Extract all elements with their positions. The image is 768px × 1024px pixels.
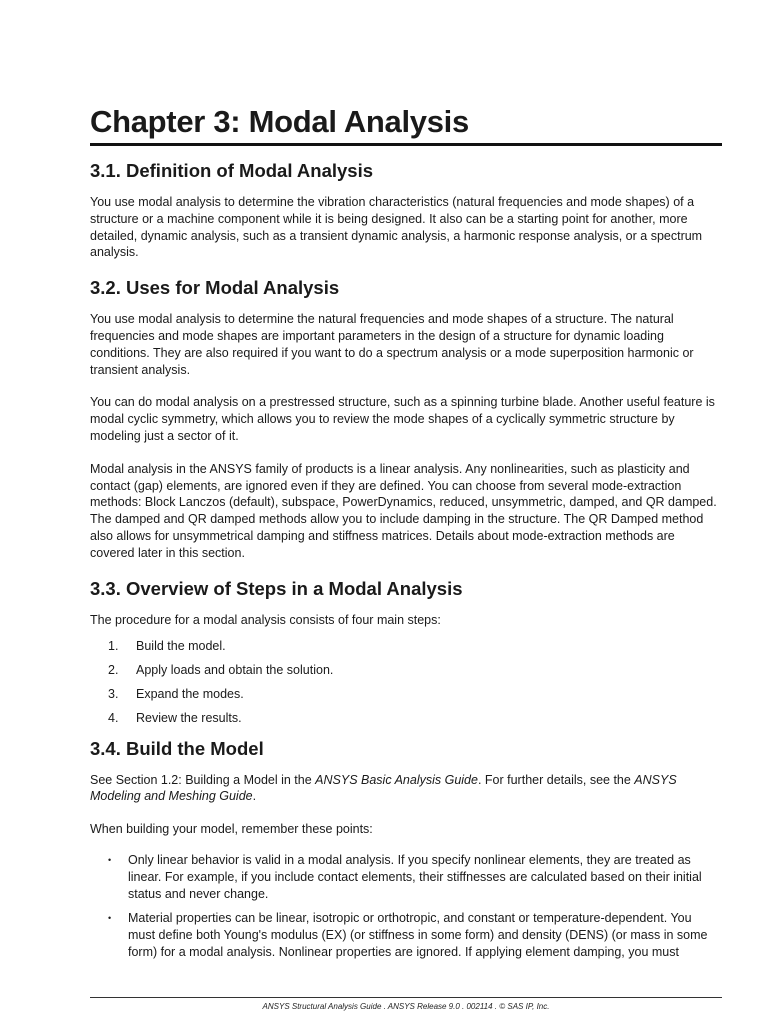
section-heading: 3.1. Definition of Modal Analysis <box>90 160 374 181</box>
list-item <box>90 638 722 655</box>
list-item <box>90 852 722 902</box>
list-item-text: Expand the modes. <box>136 686 244 701</box>
section-heading: 3.2. Uses for Modal Analysis <box>90 277 340 299</box>
list-item-text: Only linear behavior is valid in a modal analysis. If you specify nonlinear elements, they are treated as linear. For example, if you include contact elements, their stiffnesses are calculated based on their initial status and never change. <box>128 852 702 901</box>
paragraph: When building your model, remember these points: <box>90 822 373 837</box>
list-item-text: Apply loads and obtain the solution. <box>136 663 334 678</box>
list-item <box>90 686 722 703</box>
page-content <box>90 156 722 969</box>
paragraph: You use modal analysis to determine the natural frequencies and mode shapes of a structure. The natural frequencies and mode shapes are important parameters in the design of a structure for dynamic loading conditions. They are also required if you want to do a spectrum analysis or a mode superposition harmonic or transient analysis. <box>90 312 694 377</box>
steps-list <box>90 638 722 726</box>
chapter-title: Chapter 3: Modal Analysis <box>90 104 469 139</box>
list-item-text: Material properties can be linear, isotropic or orthotropic, and constant or temperature-dependent. You must define both Young's modulus (EX) (or stiffness in some form) and density (DENS) (or mass in some form) for a modal analysis. Nonlinear properties are ignored. If applying element damping, you must <box>128 911 708 959</box>
bullet-list <box>90 852 722 961</box>
guide-reference: ANSYS Basic Analysis Guide <box>315 772 478 787</box>
list-item-text: Review the results. <box>136 710 242 725</box>
paragraph: You use modal analysis to determine the vibration characteristics (natural frequencies and mode shapes) of a structure or a machine component while it is being designed. It also can be a starting point for another, more detailed, dynamic analysis, such as a transient dynamic analysis, a harmonic response analysis, or a spectrum analysis. <box>90 195 703 260</box>
list-number: 4. <box>108 710 119 725</box>
footer-rule <box>90 997 722 998</box>
list-item <box>90 662 722 679</box>
list-item <box>90 910 722 960</box>
text-run: . <box>252 789 257 804</box>
paragraph: Modal analysis in the ANSYS family of products is a linear analysis. Any nonlinearities, such as plasticity and contact (gap) elements, are ignored even if they are defined. You can choose from several mode-extraction methods: Block Lanczos (default), subspace, PowerDynamics, reduced, unsymmetric, damped, and QR damped. The damped and QR damped methods allow you to include damping in the structure. The QR Damped method also allows for unsymmetrical damping and stiffness matrices. Details about mode-extraction methods are covered later in this section. <box>90 461 717 560</box>
page-footer: ANSYS Structural Analysis Guide . ANSYS Release 9.0 . 002114 . © SAS IP, Inc. <box>262 1002 550 1011</box>
bullet-icon: • <box>108 913 112 924</box>
chapter-rule <box>90 143 722 146</box>
list-number: 1. <box>108 639 119 654</box>
section-heading: 3.3. Overview of Steps in a Modal Analysis <box>90 577 463 599</box>
list-number: 3. <box>108 686 119 701</box>
section-3-4 <box>90 734 722 961</box>
bullet-icon: • <box>108 854 112 865</box>
paragraph: You can do modal analysis on a prestressed structure, such as a spinning turbine blade. Another useful feature is modal cyclic symmetry, which allows you to review the mode shapes of a cyclically symmetric structure by modeling just a sector of it. <box>90 395 715 443</box>
section-3-3 <box>90 574 722 727</box>
section-3-2 <box>90 273 722 561</box>
paragraph: The procedure for a modal analysis consists of four main steps: <box>90 612 441 627</box>
guide-reference: ANSYS Modeling and Meshing Guide <box>90 772 677 804</box>
text-run: . For further details, see the <box>477 772 635 787</box>
paragraph <box>90 772 722 806</box>
list-number: 2. <box>108 663 119 678</box>
list-item-text: Build the model. <box>136 639 226 654</box>
text-run: See Section 1.2: Building a Model in the <box>90 772 316 787</box>
list-item <box>90 710 722 727</box>
section-3-1 <box>90 156 722 261</box>
section-heading: 3.4. Build the Model <box>90 737 264 759</box>
